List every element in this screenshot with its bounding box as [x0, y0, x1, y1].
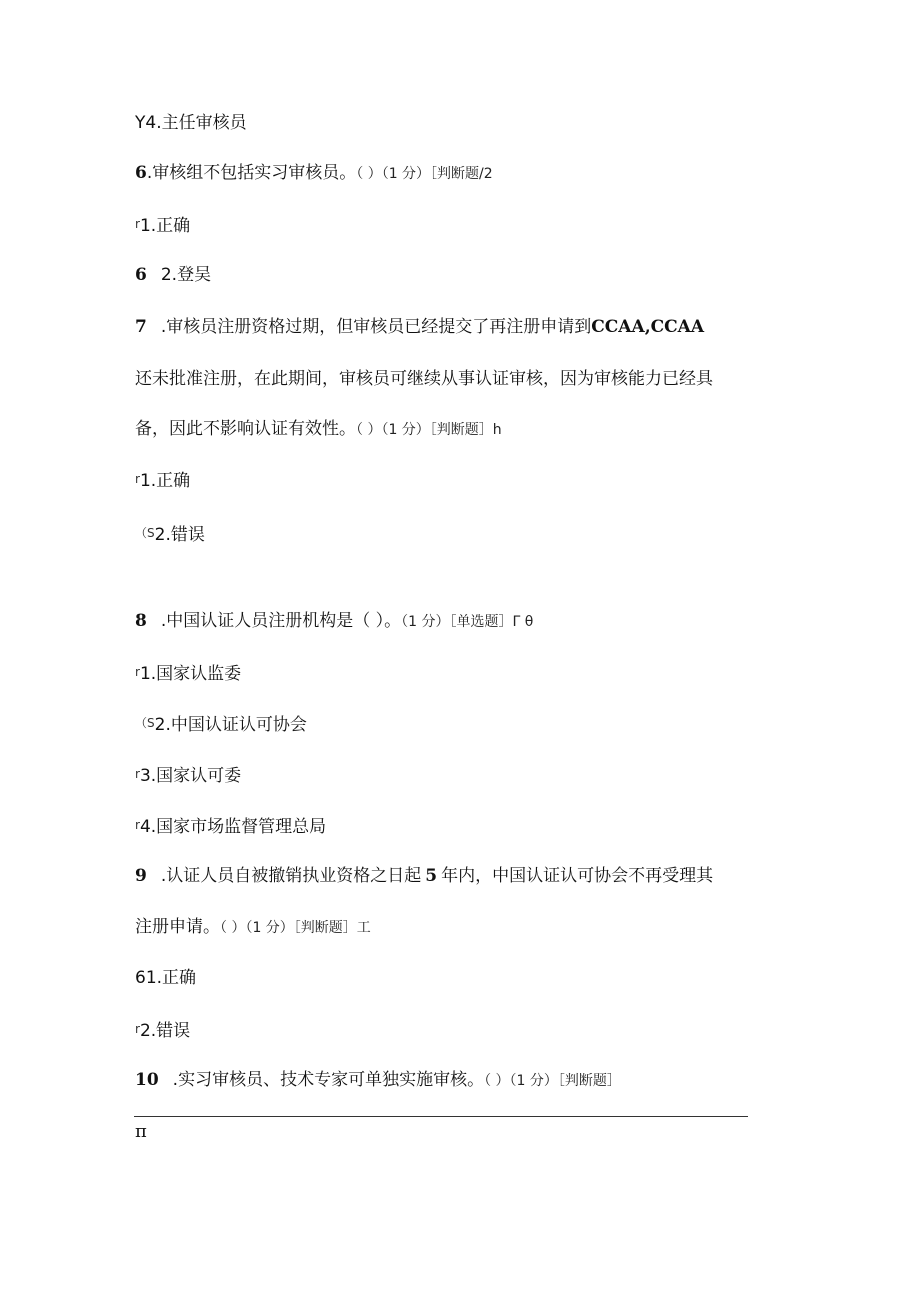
option-marker: r [135, 767, 140, 781]
question-text-continuation [135, 916, 371, 939]
option-marker: r [135, 217, 140, 231]
question-meta: （1 分）［单选题］Γ θ [401, 614, 534, 630]
option-marker: r [135, 472, 140, 486]
question-meta: （ ）（1 分）［判断题］工 [220, 920, 371, 936]
option-text: 3.国家认可委 [139, 766, 242, 786]
option-text: 2.中国认证认可协会 [154, 715, 307, 735]
question-text: 备，因此不影响认证有效性。 [135, 419, 356, 439]
question-text-continuation [135, 418, 502, 441]
option-marker: r [135, 665, 140, 679]
page-divider [134, 1116, 748, 1117]
selected-marker: （S [135, 716, 155, 730]
option-text: 2.登吴 [160, 265, 212, 285]
question-text: .认证人员自被撤销执业资格之日起 [160, 866, 422, 886]
question-text: .中国认证人员注册机构是（ ）。 [160, 611, 402, 631]
question-text: .实习审核员、技术专家可单独实施审核。 [172, 1070, 485, 1090]
option-text: 1.正确 [139, 471, 191, 491]
option-line [135, 468, 190, 492]
option-line [135, 763, 241, 787]
question-text-bold: 5 [425, 866, 438, 886]
option-marker: Y [135, 113, 146, 133]
question-text: 年内，中国认证认可协会不再受理其 [441, 866, 714, 886]
option-line [135, 264, 211, 286]
option-line-4-chief-auditor [135, 112, 247, 134]
option-text: 4.主任审核员 [145, 113, 247, 133]
question-6 [135, 162, 493, 185]
question-7 [135, 316, 704, 338]
option-line [135, 967, 196, 989]
option-line [135, 213, 190, 237]
option-line [135, 1018, 190, 1042]
option-line [135, 661, 241, 685]
option-line-selected [135, 712, 307, 736]
question-8 [135, 610, 533, 633]
option-text: 2.错误 [139, 1021, 191, 1041]
question-10 [135, 1069, 621, 1092]
question-number: 10 [135, 1070, 159, 1090]
question-meta: （ ）（1 分）［判断题］ [484, 1073, 621, 1089]
question-text-bold: CCAA,CCAA [591, 317, 705, 337]
question-number: 7 [135, 317, 147, 337]
option-marker: 6 [135, 265, 147, 285]
option-text: 1.国家认监委 [139, 664, 242, 684]
question-9 [135, 865, 713, 887]
question-text: .审核员注册资格过期，但审核员已经提交了再注册申请到 [160, 317, 592, 337]
question-text-continuation [135, 368, 713, 390]
question-meta: （ ）（1 分）［判断题/2 [356, 166, 493, 182]
question-number: 9 [135, 866, 147, 886]
question-meta: （ ）（1 分）［判断题］h [356, 422, 502, 438]
option-text: 2.错误 [154, 525, 205, 545]
question-number: 6 [135, 163, 147, 183]
selected-marker: （S [135, 526, 155, 540]
question-number: 8 [135, 611, 147, 631]
option-text: 1.正确 [139, 216, 191, 236]
footer-symbol: π [135, 1121, 147, 1142]
option-text: 4.国家市场监督管理总局 [139, 817, 327, 837]
option-text: 61.正确 [135, 968, 197, 988]
option-line [135, 814, 326, 838]
question-text: 注册申请。 [135, 917, 220, 937]
option-marker: r [135, 818, 140, 832]
option-line-selected [135, 522, 205, 546]
option-marker: r [135, 1022, 140, 1036]
question-text: 还未批准注册，在此期间，审核员可继续从事认证审核，因为审核能力已经具 [135, 369, 713, 389]
question-text: .审核组不包括实习审核员。 [146, 163, 357, 183]
